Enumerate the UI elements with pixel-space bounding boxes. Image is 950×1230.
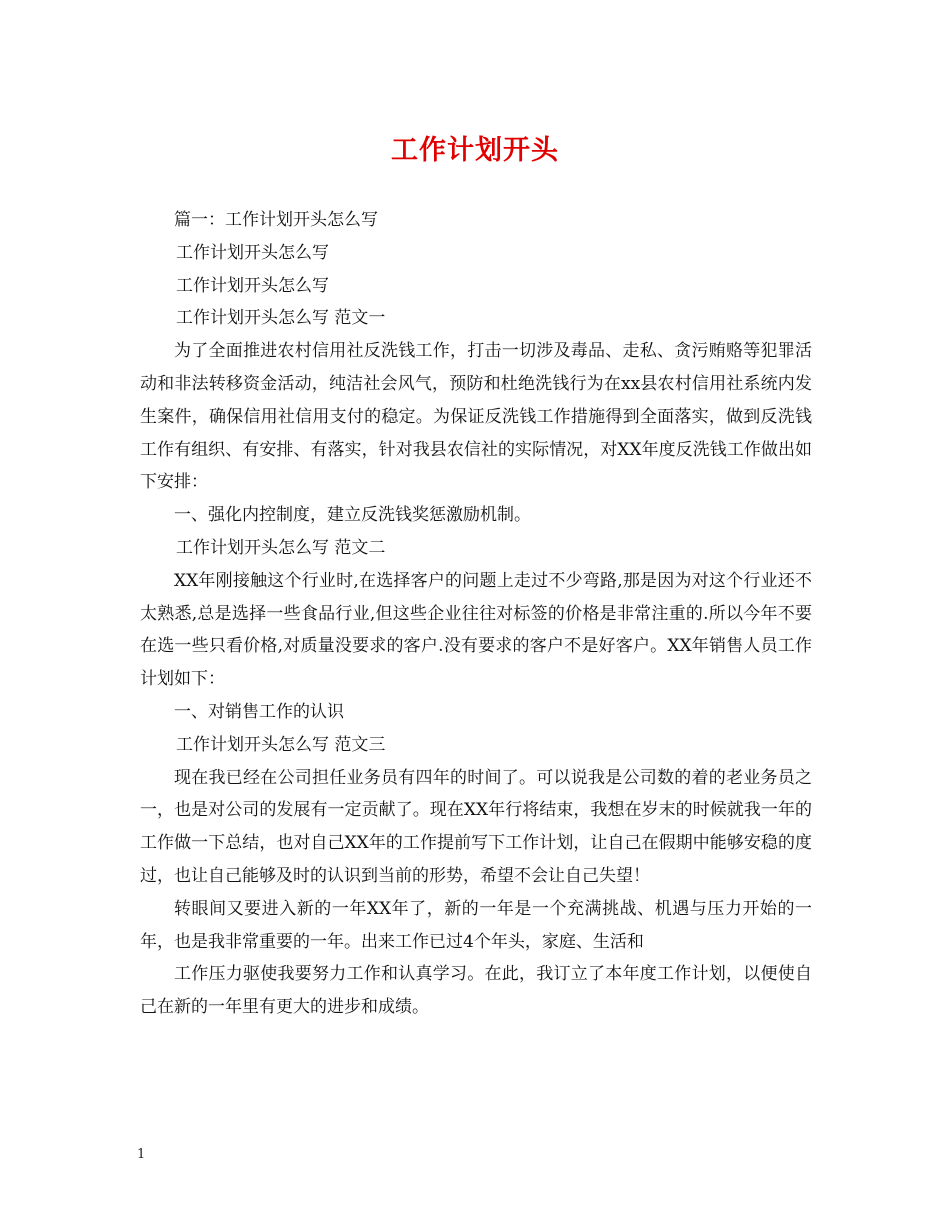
body-paragraph: 转眼间又要进入新的一年XX年了，新的一年是一个充满挑战、机遇与压力开始的一年，也是我非常重要的一年。出来工作已过4个年头，家庭、生活和 [140, 898, 812, 952]
sample-heading: 工作计划开头怎么写 范文一 [176, 308, 386, 329]
page-number: 1 [137, 1147, 146, 1162]
document-title: 工作计划开头 [391, 135, 559, 166]
body-paragraph: 为了全面推进农村信用社反洗钱工作，打击一切涉及毒品、走私、贪污贿赂等犯罪活动和非法转移资金活动，纯洁社会风气，预防和杜绝洗钱行为在xx县农村信用社系统内发生案件，确保信用社信用支付的稳定。为保证反洗钱工作措施得到全面落实，做到反洗钱工作有组织、有安排、有落实，针对我县农信社的实际情况，对XX年度反洗钱工作做出如下安排： [140, 341, 812, 493]
body-paragraph: XX年刚接触这个行业时,在选择客户的问题上走过不少弯路,那是因为对这个行业还不太熟悉,总是选择一些食品行业,但这些企业往往对标签的价格是非常注重的.所以今年不要在选一些只看价格,对质量没要求的客户.没有要求的客户不是好客户。XX年销售人员工作计划如下： [140, 570, 812, 690]
sample-heading: 工作计划开头怎么写 范文二 [176, 537, 386, 558]
subheading: 工作计划开头怎么写 [176, 275, 329, 296]
sample-heading: 工作计划开头怎么写 范文三 [176, 734, 386, 755]
body-paragraph: 一、对销售工作的认识 [174, 701, 344, 722]
section-heading: 篇一：工作计划开头怎么写 [174, 210, 378, 230]
body-paragraph: 工作压力驱使我要努力工作和认真学习。在此，我订立了本年度工作计划，以便使自己在新的一年里有更大的进步和成绩。 [140, 964, 812, 1018]
body-paragraph: 一、强化内控制度，建立反洗钱奖惩激励机制。 [174, 505, 531, 526]
document-body [140, 204, 812, 1024]
body-paragraph: 现在我已经在公司担任业务员有四年的时间了。可以说我是公司数的着的老业务员之一，也是对公司的发展有一定贡献了。现在XX年行将结束，我想在岁末的时候就我一年的工作做一下总结，也对自己XX年的工作提前写下工作计划，让自己在假期中能够安稳的度过，也让自己能够及时的认识到当前的形势，希望不会让自己失望！ [140, 767, 812, 886]
subheading: 工作计划开头怎么写 [176, 242, 329, 263]
